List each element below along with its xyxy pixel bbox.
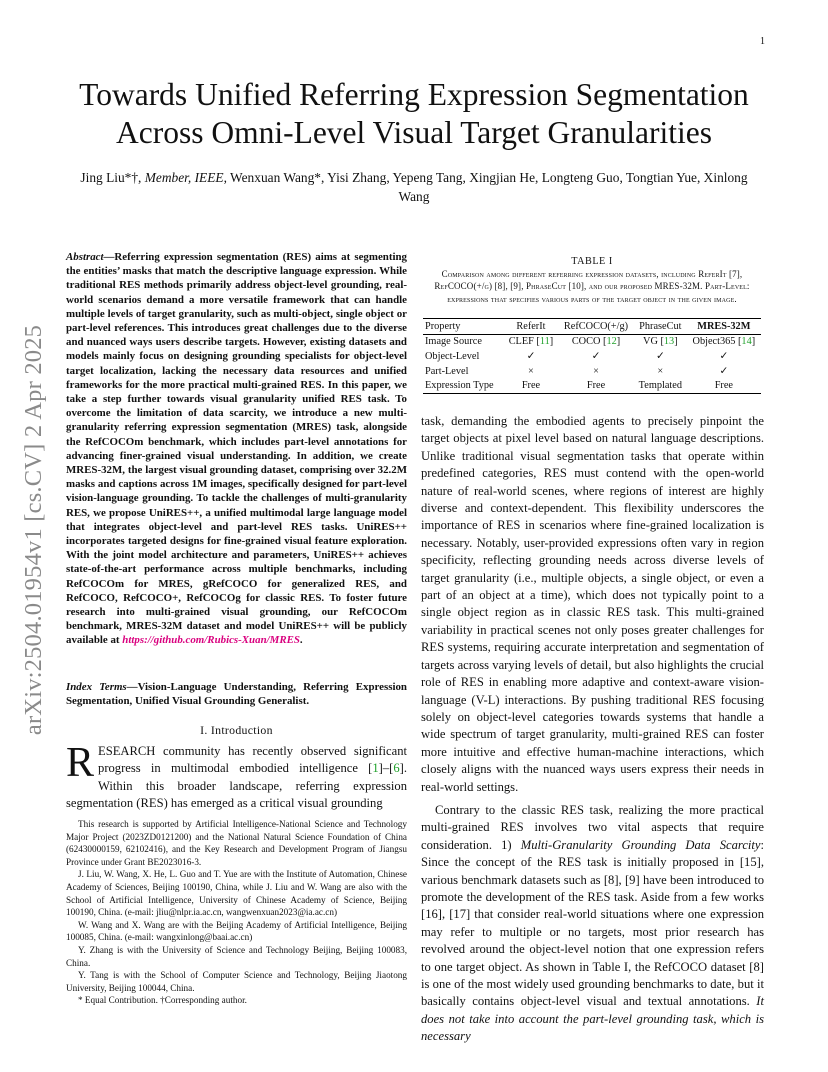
- table-cell: Image Source: [425, 336, 482, 348]
- table-cell: ✓: [526, 351, 536, 363]
- body-paragraph: [421, 802, 764, 1046]
- citation-link[interactable]: 14: [741, 336, 752, 348]
- table-cell: VG [13]: [643, 336, 678, 348]
- abstract-text: —Referring expression segmentation (RES) aims at segmenting the entities’ masks that match the descriptive language expression. While traditional RES methods primarily address object-level grounding, real-world scenarios demand a more versatile framework that can handle multiple levels of target granularity, such as multi-object, single object or part-level references. This introduces great challenges due to the diverse and nuanced ways users describe targets. However, existing datasets and models mainly focus on designing grounding specialists for object-level target localization, lacking the necessary data resources and unified frameworks for the more practical multi-grained RES. In this paper, we take a step further towards visual granularity unified RES task. To overcome the limitation of data scarcity, we introduce a new multi-granularity referring expression segmentation (MRES) task, alongside the RefCOCOm benchmark, which includes part-level annotations for advancing finer-grained visual understanding. In addition, we create MRES-32M, the largest visual grounding dataset, comprising over 32.2M masks and captions across 1M images, specifically designed for part-level vision-language grounding. To tackle the challenges of multi-granularity RES, we propose UniRES++, a unified multimodal large language model that integrates object-level and part-level RES tasks. UniRES++ incorporates targeted designs for fine-grained visual feature exploration. With the joint model architecture and parameters, UniRES++ achieves state-of-the-art performance across multiple benchmarks, including RefCOCOm for MRES, gRefCOCO for generalized RES, and RefCOCO, RefCOCO+, RefCOCOg for classic RES. To foster future research into multi-grained visual grounding, our RefCOCOm benchmark, MRES-32M dataset and model UniRES++ will be publicly available at: [66, 251, 407, 647]
- footnote: J. Liu, W. Wang, X. He, L. Guo and T. Yue are with the Institute of Automation, Chinese Academy of Sciences, Beijing 100190, China, while J. Liu and W. Wang are also with the School of Artificial Intelligence, University of Chinese Academy of Science, Beijing 100190, China. (e-mail: jliu@nlpr.ia.ac.cn, wangwenxuan2023@ia.ac.cn): [66, 869, 407, 918]
- footnote: Y. Tang is with the School of Computer Science and Technology, Beijing Jiaotong University, Beijing 100044, China.: [66, 970, 407, 993]
- footnote: Y. Zhang is with the University of Science and Technology Beijing, Beijing 100083, China.: [66, 944, 407, 968]
- title-line-1: Towards Unified Referring Expression Segmentation: [79, 77, 749, 112]
- table-row: [423, 364, 761, 379]
- table-row: [423, 378, 761, 393]
- table-header-row: [423, 319, 761, 335]
- intro-paragraph: [66, 740, 407, 813]
- citation-link[interactable]: 6: [393, 761, 400, 776]
- table-cell: ✓: [719, 366, 729, 378]
- abstract-label: Abstract: [66, 251, 104, 263]
- index-terms: [66, 680, 407, 708]
- index-terms-label: Index Terms: [66, 681, 127, 693]
- paragraph-text: Contrary to the classic RES task, realizing the more practical multi-grained RES involves two vital aspects that require consideration. 1): [421, 802, 764, 852]
- footnote: W. Wang and X. Wang are with the Beijing Academy of Artificial Intelligence, Beijing 100085, China. (e-mail: wangxinlong@baai.ac.cn): [66, 919, 407, 943]
- table-header-cell: Property: [425, 320, 461, 332]
- table-caption: Comparison among different referring expression datasets, including ReferIt [7], RefCOCO(+/g) [8], [9], PhraseCut [10], and our proposed MRES-32M. Part-Level: expressions that specifies various parts of the target object in the given image.: [434, 269, 750, 304]
- arxiv-stamp-text: arXiv:2504.01954v1 [cs.CV] 2 Apr 2025: [20, 324, 47, 736]
- footnote: * Equal Contribution. †Corresponding author.: [78, 995, 247, 1006]
- footnote: This research is supported by Artificial Intelligence-National Science and Technology Major Project (2023ZD0121200) and the National Natural Science Foundation of China (62430000159, 62102416), and the Key Research and Development Program of Jiangsu Province under Grant BE2023016-3.: [66, 819, 407, 867]
- body-paragraph: task, demanding the embodied agents to precisely pinpoint the target objects at pixel level based on natural language descriptions. Unlike traditional visual segmentation tasks that operate within predefined categories, RES must contend with the open-world nature of real-world scenes, where regions of interest are highly diverse and context-dependent. This flexibility underscores the importance of RES in scenarios where fine-grained localization is necessary. Notably, user-provided expressions often vary in region specificity, reflecting grounding needs across diverse levels of target granularity (i.e., multiple objects, a single object, or even a part of an object at a time), which does not typically point to a single object region as in classic RES task. This multi-grained variability in practical scenes not only poses greater challenges for RES systems, requiring accurate interpretation and segmentation of targets across varying levels of detail, but also highlights the crucial role of RES in enabling more adaptive and context-aware vision-language (V-L) interactions. By pushing traditional RES focusing solely on object-level categories towards systems that handle a wide spectrum of target granularity, multi-grained RES can foster more intuitive and effective human-machine interactions, which closely aligns with the nuanced ways users express their needs in real-world settings.: [421, 414, 764, 794]
- index-terms-text: —Vision-Language Understanding, Referring Expression Segmentation, Unified Visual Grounding Generalist.: [66, 681, 407, 708]
- section-heading-introduction: I. Introduction: [200, 723, 273, 737]
- code-link[interactable]: https://github.com/Rubics-Xuan/MRES: [122, 634, 300, 647]
- table-cell: ×: [593, 365, 599, 377]
- drop-cap: R: [66, 740, 95, 786]
- intro-text-b: ]–[: [378, 761, 394, 776]
- abstract: [66, 250, 407, 648]
- table-label: TABLE I: [571, 256, 613, 267]
- table-cell: Expression Type: [425, 380, 494, 392]
- table-header-cell: ReferIt: [516, 320, 546, 332]
- table-row: [423, 334, 761, 349]
- table-cell: Part-Level: [425, 365, 469, 377]
- table-cell: Free: [586, 380, 606, 392]
- table-cell: Free: [714, 380, 733, 392]
- paragraph-italic: Multi-Granularity Grounding Data Scarcity: [520, 837, 761, 852]
- dataset-comparison-table: [423, 318, 761, 394]
- table-cell: Object365 [14]: [692, 336, 756, 348]
- paragraph-text: : Since the concept of the RES task is initially proposed in [15], various benchmark datasets such as [8], [9] have been introduced to promote the development of the RES task. Aside from a few works [16], [17] that consider real-world situations where one expression may refer to multiple or no targets, most prior research has revolved around the object-level notion that one expression refers to one target object. As shown in Table I, the RefCOCO dataset [8] is one of the most widely used grounding benchmarks to date, but it basically contains object-level visual and textual annotations.: [421, 837, 765, 1009]
- table-row: [423, 349, 761, 364]
- citation-link[interactable]: 1: [372, 761, 379, 776]
- table-cell: Templated: [638, 380, 682, 392]
- paper-title: [40, 76, 788, 152]
- table-cell: ×: [657, 365, 664, 377]
- table-cell: COCO [12]: [571, 336, 621, 348]
- author-membership: Member, IEEE: [144, 170, 224, 185]
- intro-text-c: ]. Within this broader landscape, referring expression segmentation (RES) has emerged as a critical visual grounding: [66, 761, 407, 811]
- table-cell: Object-Level: [425, 350, 480, 362]
- abstract-end: .: [299, 634, 303, 647]
- citation-link[interactable]: 13: [663, 336, 675, 348]
- right-column-text: [421, 413, 764, 1046]
- author-list: [70, 168, 758, 206]
- authors-part-2: , Wenxuan Wang*, Yisi Zhang, Yepeng Tang, Xingjian He, Longteng Guo, Tongtian Yue, Xinlong Wang: [223, 170, 748, 204]
- table-header-cell: RefCOCO(+/g): [563, 320, 629, 332]
- table-cell: ✓: [719, 351, 729, 363]
- page-number: 1: [760, 36, 765, 47]
- citation-link[interactable]: 11: [539, 336, 550, 348]
- table-header-cell: PhraseCut: [639, 320, 682, 332]
- table-cell: Free: [521, 380, 541, 392]
- intro-text-a: ESEARCH community has recently observed significant progress in multimodal embodied intelligence [: [98, 744, 407, 776]
- authors-part-1: Jing Liu*†,: [80, 170, 145, 185]
- table-cell: ✓: [656, 351, 665, 363]
- paragraph-italic: It does not take into account the part-level grounding task, which is necessary: [421, 994, 764, 1044]
- title-line-2: Across Omni-Level Visual Target Granularities: [115, 115, 712, 150]
- table-header-cell: MRES-32M: [697, 320, 751, 332]
- table-cell: ×: [528, 365, 534, 377]
- table-cell: CLEF [11]: [508, 336, 554, 348]
- citation-link[interactable]: 12: [606, 336, 617, 348]
- arxiv-stamp: [14, 290, 54, 770]
- footnotes: [66, 818, 407, 1007]
- table-cell: ✓: [591, 351, 601, 363]
